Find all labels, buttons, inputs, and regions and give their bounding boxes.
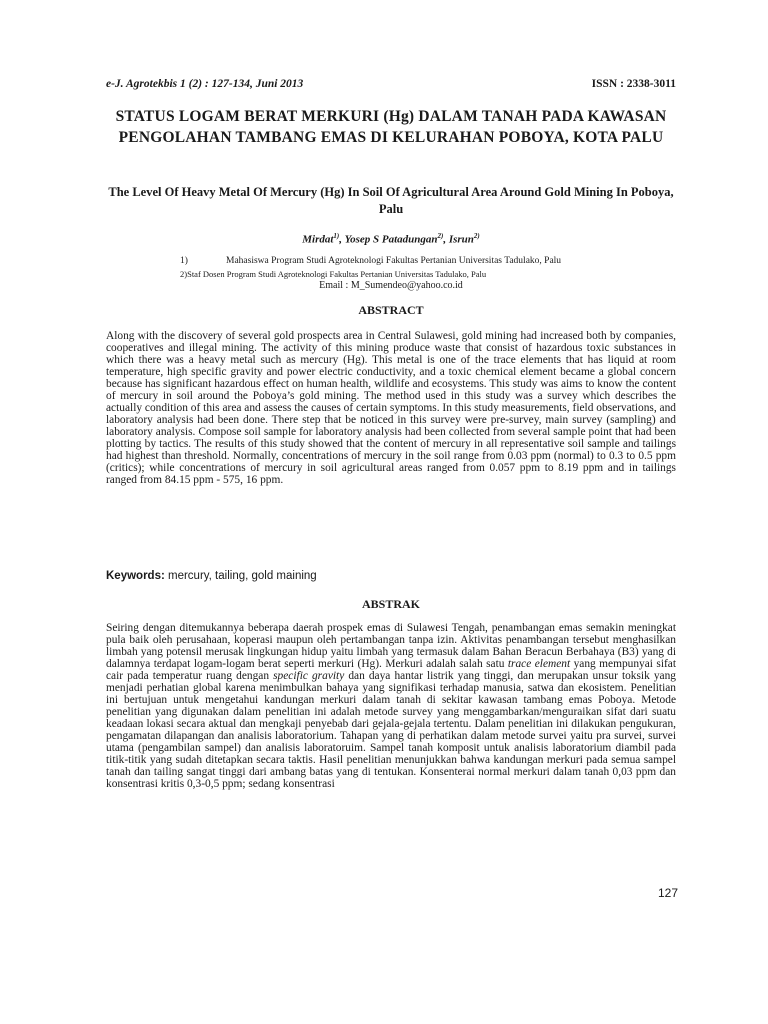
affiliation-text: Staf Dosen Program Studi Agroteknologi Fakultas Pertanian Universitas Tadulako, Palu bbox=[187, 269, 487, 279]
abstract-body: Along with the discovery of several gold prospects area in Central Sulawesi, gold mining had increased both by companies, cooperatives and illegal mining. The activity of this mining produce waste that consist of hazardous toxic substances in which there was a heavy metal such as mercury (Hg). This metal is one of the trace elements that has liquid at room temperature, high specific gravity and power electric conductivity, and a toxic chemical element became a global concern because has significant hazardous effect on human health, wildlife and ecosystems. This study was aims to know the content of mercury in soil around the Poboya’s gold mining. The method used in this study was a survey which describes the actually condition of this area and assess the causes of certain symptoms. In this study measurements, field observations, and laboratory analysis had been done. There step that be noticed in this survey were pre-survey, main survey (sampling) and laboratory analysis. Compose soil sample for laboratory analysis had been collected from several sample point that had been plotting by tactics. The results of this study showed that the content of mercury in all representative soil sample and tailings had highest than threshold. Normally, concentrations of mercury in the soil range from 0.03 ppm (normal) to 0.3 to 0.5 ppm (critics); while concentrations of mercury in soil agricultural areas ranged from 0.057 ppm to 8.19 ppm and in tailings ranged from 84.15 ppm - 575, 16 ppm. bbox=[106, 330, 676, 486]
abstrak-text: Seiring dengan ditemukannya beberapa daerah prospek emas di Sulawesi Tengah, penambangan emas semakin meningkat pula baik oleh perusahaan, koperasi maupun oleh pertambangan tanpa izin. Aktivitas penambangan tersebut menghasilkan limbah yang potensil merusak lingkungan hidup yaitu limbah yang termasuk dalam Bahan Beracun Berbahaya (B3) yang di dalamnya terdapat logam-logam berat seperti merkuri (Hg). Merkuri adalah salah satu bbox=[106, 622, 676, 670]
journal-reference: e-J. Agrotekbis 1 (2) : 127-134, Juni 2013 bbox=[106, 78, 304, 90]
author-name: Isrun bbox=[448, 233, 474, 246]
abstrak-italic-term: trace element bbox=[507, 658, 571, 670]
keywords bbox=[106, 570, 676, 582]
running-header bbox=[106, 78, 676, 90]
keywords-label: Keywords: bbox=[106, 570, 165, 582]
affiliation-number: 2) bbox=[180, 269, 188, 279]
affiliation-number: 1) bbox=[180, 256, 188, 266]
paper-title-english: The Level Of Heavy Metal Of Mercury (Hg) In Soil Of Agricultural Area Around Gold Mining In Poboya, Palu bbox=[108, 185, 674, 216]
abstrak-text: yang mempunyai sifat cair pada temperatur ruang dengan bbox=[106, 658, 677, 682]
issn: ISSN : 2338-3011 bbox=[591, 78, 676, 90]
author-name: Mirdat bbox=[302, 233, 334, 246]
author-name: Yosep S Patadungan bbox=[344, 233, 438, 246]
affiliation bbox=[180, 269, 680, 279]
abstrak-body bbox=[106, 622, 676, 790]
contact-email: Email : M_Sumendeo@yahoo.co.id bbox=[319, 280, 463, 291]
abstrak-italic-term: specific gravity bbox=[273, 670, 345, 682]
keywords-text: mercury, tailing, gold maining bbox=[164, 570, 317, 582]
author-affiliation-mark: 2) bbox=[437, 232, 444, 240]
page-number: 127 bbox=[657, 886, 678, 900]
author-affiliation-mark: 1) bbox=[333, 232, 340, 240]
abstrak-heading: ABSTRAK bbox=[361, 597, 420, 611]
author-list: Mirdat$^{1)}$, Yosep S Patadungan$^{2)}$, Isrun$^{2)}$ bbox=[302, 232, 480, 246]
affiliation bbox=[180, 256, 680, 266]
abstract-heading: ABSTRACT bbox=[358, 303, 424, 317]
abstrak-text: dan daya hantar listrik yang tinggi, dan merupakan unsur toksik yang menjadi perhatian global karena menimbulkan bahaya yang signifikasi terhadap manusia, satwa dan ekosistem. Penelitian ini bertujuan untuk mengetahui kandungan merkuri dalam tanah di sekitar kawasan tambang emas Poboya. Metode penelitian yang digunakan dalam penelitian ini adalah metode survey yang menggambarkan/menguraikan sifat dari suatu keadaan lokasi secara aktual dan mengkaji penyebab dari gejala-gejala tertentu. Dalam penelitian ini dilakukan pengukuran, pengamatan dilapangan dan analisis laboratorium. Tahapan yang di perhatikan dalam metode survei yaitu pra survei, survei utama (pengambilan sampel) dan analisis laboratoruim. Sampel tanah komposit untuk analisis laboratorium diambil pada titik-titik yang sudah ditetapkan secara taktis. Hasil penelitian menunjukkan bahwa kandungan merkuri pada semua sampel tanah dan tailing sangat tinggi dari ambang batas yang di tentukan. Konsenterai normal merkuri dalam tanah 0,03 ppm dan konsentrasi kritis 0,3-0,5 ppm; sedang konsentrasi bbox=[106, 670, 677, 790]
paper-title-indonesian: STATUS LOGAM BERAT MERKURI (Hg) DALAM TANAH PADA KAWASAN PENGOLAHAN TAMBANG EMAS DI KELURAHAN POBOYA, KOTA PALU bbox=[115, 108, 667, 146]
author-affiliation-mark: 2) bbox=[473, 232, 480, 240]
affiliation-text: Mahasiswa Program Studi Agroteknologi Fakultas Pertanian Universitas Tadulako, Palu bbox=[226, 256, 562, 266]
